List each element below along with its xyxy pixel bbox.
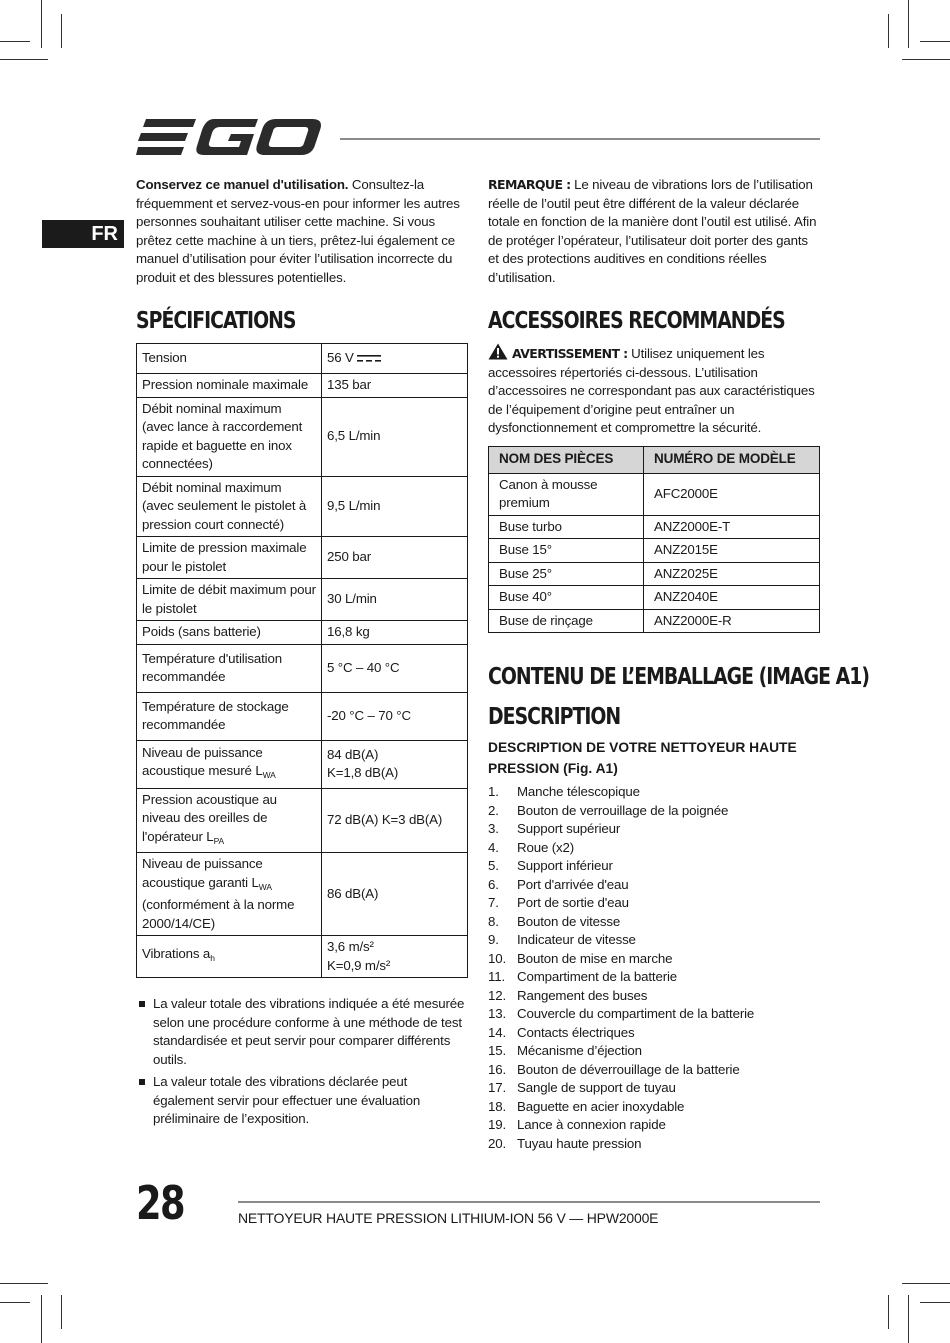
list-item [488, 839, 820, 858]
crop-mark [41, 1295, 42, 1343]
item-number: 3. [488, 821, 499, 836]
bullet-square-icon [139, 1079, 145, 1085]
intro-lead: Conservez ce manuel d'utilisation. [136, 177, 349, 192]
model-number: ANZ2000E-R [644, 609, 820, 633]
list-item [488, 1079, 820, 1098]
spec-value: 56 V [322, 344, 468, 374]
item-label: Support supérieur [517, 821, 621, 836]
list-item [488, 1116, 820, 1135]
spec-key: Pression nominale maximale [137, 374, 322, 398]
table-row [489, 586, 820, 610]
item-label: Roue (x2) [517, 839, 575, 855]
description-subtitle: DESCRIPTION DE VOTRE NETTOYEUR HAUTE PRESSION (Fig. A1) [488, 740, 797, 776]
list-item [488, 1005, 820, 1024]
item-number: 12. [488, 987, 507, 1003]
item-number: 14. [488, 1024, 507, 1040]
crop-mark [902, 1283, 950, 1284]
crop-mark [920, 41, 950, 42]
list-item [488, 820, 820, 839]
footer-rule [238, 1201, 820, 1203]
item-number: 4. [488, 839, 499, 855]
remarque-label: REMARQUE : [488, 177, 571, 192]
list-item [488, 876, 820, 895]
column-header: NOM DES PIÈCES [489, 446, 644, 473]
item-label: Indicateur de vitesse [517, 932, 636, 947]
remarque-paragraph [488, 176, 820, 287]
table-row [489, 562, 820, 586]
item-label: Couvercle du compartiment de la batterie [517, 1006, 755, 1021]
spec-key: Limite de pression maximale pour le pistolet [137, 537, 322, 579]
intro-text: Consultez-la fréquemment et servez-vous-en pour informer les autres personnes souhaitant utiliser cette machine. Si vous prêtez cette machine à un tiers, prêtez-lui également ce manuel d’utilisation pour éviter l’utilisation incorrecte du produit et des blessures potentielles. [136, 177, 460, 285]
footer-text: NETTOYEUR HAUTE PRESSION LITHIUM-ION 56 V — HPW2000E [238, 1210, 659, 1226]
language-tab: FR [42, 220, 124, 248]
table-row [489, 515, 820, 539]
item-number: 7. [488, 895, 499, 910]
model-number: ANZ2000E-T [644, 515, 820, 539]
crop-mark [61, 1295, 62, 1329]
list-item [488, 783, 820, 802]
crop-mark [902, 59, 950, 60]
item-number: 11. [488, 969, 506, 984]
table-row [137, 621, 468, 645]
part-name: Buse 25° [489, 562, 644, 586]
list-item [488, 1024, 820, 1043]
crop-mark [888, 14, 889, 48]
column-header: NUMÉRO DE MODÈLE [644, 446, 820, 473]
item-number: 1. [488, 784, 499, 799]
list-item [488, 857, 820, 876]
table-header-row [489, 446, 820, 473]
spec-table [136, 343, 468, 978]
item-number: 5. [488, 858, 499, 873]
crop-mark [41, 0, 42, 48]
item-number: 19. [488, 1117, 507, 1132]
item-label: Compartiment de la batterie [517, 969, 678, 984]
notes-list [136, 995, 468, 1129]
part-name: Buse turbo [489, 515, 644, 539]
table-row [137, 374, 468, 398]
item-label: Manche télescopique [517, 784, 640, 799]
list-item [488, 1135, 820, 1154]
list-item [488, 931, 820, 950]
item-label: Tuyau haute pression [517, 1135, 642, 1151]
ego-logo [136, 116, 322, 158]
spec-key: Température de stockage recommandée [137, 692, 322, 740]
item-number: 8. [488, 913, 499, 929]
spec-key: Débit nominal maximum (avec seulement le pistolet à pression court connecté) [137, 476, 322, 537]
list-item [488, 894, 820, 913]
left-column [136, 176, 468, 1133]
list-item [488, 987, 820, 1006]
part-name: Canon à mousse premium [489, 473, 644, 515]
item-label: Support inférieur [517, 858, 613, 873]
spec-key: Pression acoustique au niveau des oreilles de l'opérateur $L_{PA}$ [137, 788, 322, 853]
spec-key: Limite de débit maximum pour le pistolet [137, 579, 322, 621]
crop-mark [0, 59, 48, 60]
item-label: Sangle de support de tuyau [517, 1080, 676, 1095]
warning-triangle-icon [488, 343, 508, 360]
spec-value: 84 dB(A) K=1,8 dB(A) [322, 740, 468, 788]
crop-mark [0, 1302, 30, 1303]
item-label: Rangement des buses [517, 987, 648, 1003]
model-number: ANZ2025E [644, 562, 820, 586]
table-row [137, 788, 468, 853]
crop-mark [888, 1295, 889, 1329]
list-item [488, 1061, 820, 1080]
item-label: Port de sortie d'eau [517, 895, 629, 910]
remarque-text: Le niveau de vibrations lors de l’utilisation réelle de l’outil peut être différent de la valeur déclarée totale en fonction de la manière dont l’outil est utilisé. Afin de protéger l’opérateur, l’utilisateur doit porter des gants et des protections auditives en conditions réelles d’utilisation. [488, 177, 817, 285]
accessories-title: ACCESSOIRES RECOMMANDÉS [488, 308, 785, 334]
item-number: 18. [488, 1098, 507, 1114]
table-row [137, 644, 468, 692]
spec-value: 30 L/min [322, 579, 468, 621]
item-label: Baguette en acier inoxydable [517, 1098, 685, 1114]
specs-title: SPÉCIFICATIONS [136, 308, 296, 334]
table-row [137, 692, 468, 740]
table-row [137, 397, 468, 476]
spec-value: 5 °C – 40 °C [322, 644, 468, 692]
item-number: 17. [488, 1080, 507, 1095]
list-item [488, 802, 820, 821]
description-title: DESCRIPTION [488, 704, 621, 730]
spec-key: Température d'utilisation recommandée [137, 644, 322, 692]
crop-mark [908, 0, 909, 48]
table-row [489, 539, 820, 563]
item-number: 10. [488, 950, 507, 966]
spec-key: Débit nominal maximum (avec lance à raccordement rapide et baguette en inox connectées) [137, 397, 322, 476]
spec-value: 9,5 L/min [322, 476, 468, 537]
crop-mark [61, 14, 62, 48]
model-number: ANZ2040E [644, 586, 820, 610]
parts-list [488, 783, 820, 1153]
item-label: Bouton de vitesse [517, 913, 621, 929]
crop-mark [908, 1295, 909, 1343]
list-item [488, 1098, 820, 1117]
item-number: 2. [488, 802, 499, 818]
table-row [137, 537, 468, 579]
item-label: Bouton de déverrouillage de la batterie [517, 1061, 740, 1077]
list-item [488, 1042, 820, 1061]
spec-key: Niveau de puissance acoustique mesuré $L_{WA}$ [137, 740, 322, 788]
spec-value: 135 bar [322, 374, 468, 398]
right-column [488, 176, 870, 1153]
spec-value: -20 °C – 70 °C [322, 692, 468, 740]
table-row [137, 476, 468, 537]
list-item [488, 950, 820, 969]
warning-paragraph [488, 343, 820, 438]
item-label: Port d'arrivée d'eau [517, 876, 629, 892]
list-item: La valeur totale des vibrations indiquée a été mesurée selon une procédure conforme à une méthode de test standardisée et peut servir pour comparer différents outils. [136, 995, 468, 1069]
crop-mark [920, 1302, 950, 1303]
spec-value: 250 bar [322, 537, 468, 579]
spec-key: Poids (sans batterie) [137, 621, 322, 645]
item-number: 13. [488, 1006, 507, 1021]
item-number: 16. [488, 1061, 507, 1077]
crop-mark [0, 1283, 48, 1284]
spec-value: 16,8 kg [322, 621, 468, 645]
item-number: 9. [488, 932, 499, 947]
model-number: ANZ2015E [644, 539, 820, 563]
spec-key: Niveau de puissance acoustique garanti $L_{WA}$ (conformément à la norme 2000/14/CE) [137, 853, 322, 936]
warning-text: Utilisez uniquement les accessoires répertoriés ci-dessous. L’utilisation d’accessoires ne correspondant pas aux caractéristiques de l’équipement d’origine peut entraîner un dysfonctionnement et compromettre la sécurité. [488, 346, 815, 435]
part-name: Buse de rinçage [489, 609, 644, 633]
dc-symbol-icon [357, 354, 381, 363]
part-name: Buse 15° [489, 539, 644, 563]
table-row [489, 473, 820, 515]
table-row [137, 936, 468, 978]
model-number: AFC2000E [644, 473, 820, 515]
table-row [137, 344, 468, 374]
item-number: 20. [488, 1135, 507, 1151]
spec-value: 86 dB(A) [322, 853, 468, 936]
item-label: Lance à connexion rapide [517, 1117, 666, 1132]
item-label: Bouton de verrouillage de la poignée [517, 802, 729, 818]
header-rule [340, 138, 820, 140]
item-number: 15. [488, 1043, 507, 1058]
accessories-table [488, 446, 820, 634]
spec-key: Tension [137, 344, 322, 374]
intro-paragraph [136, 176, 468, 287]
part-name: Buse 40° [489, 586, 644, 610]
warning-label: AVERTISSEMENT : [512, 346, 628, 361]
list-item [488, 913, 820, 932]
item-label: Contacts électriques [517, 1024, 635, 1040]
item-label: Mécanisme d’éjection [517, 1043, 642, 1058]
list-item: La valeur totale des vibrations déclarée peut également servir pour effectuer une évaluation préliminaire de l’exposition. [136, 1073, 468, 1129]
spec-key: Vibrations $a_h$ [137, 936, 322, 978]
item-label: Bouton de mise en marche [517, 950, 673, 966]
spec-value: 6,5 L/min [322, 397, 468, 476]
bullet-square-icon [139, 1001, 145, 1007]
item-number: 6. [488, 876, 499, 892]
table-row [137, 579, 468, 621]
page-number: 28 [136, 1176, 185, 1230]
table-row [137, 853, 468, 936]
table-row [489, 609, 820, 633]
spec-value: 3,6 m/s² K=0,9 m/s² [322, 936, 468, 978]
spec-value: 72 dB(A) K=3 dB(A) [322, 788, 468, 853]
contents-title: CONTENU DE L’EMBALLAGE (IMAGE A1) [488, 664, 870, 690]
list-item [488, 968, 820, 987]
table-row [137, 740, 468, 788]
crop-mark [0, 41, 30, 42]
